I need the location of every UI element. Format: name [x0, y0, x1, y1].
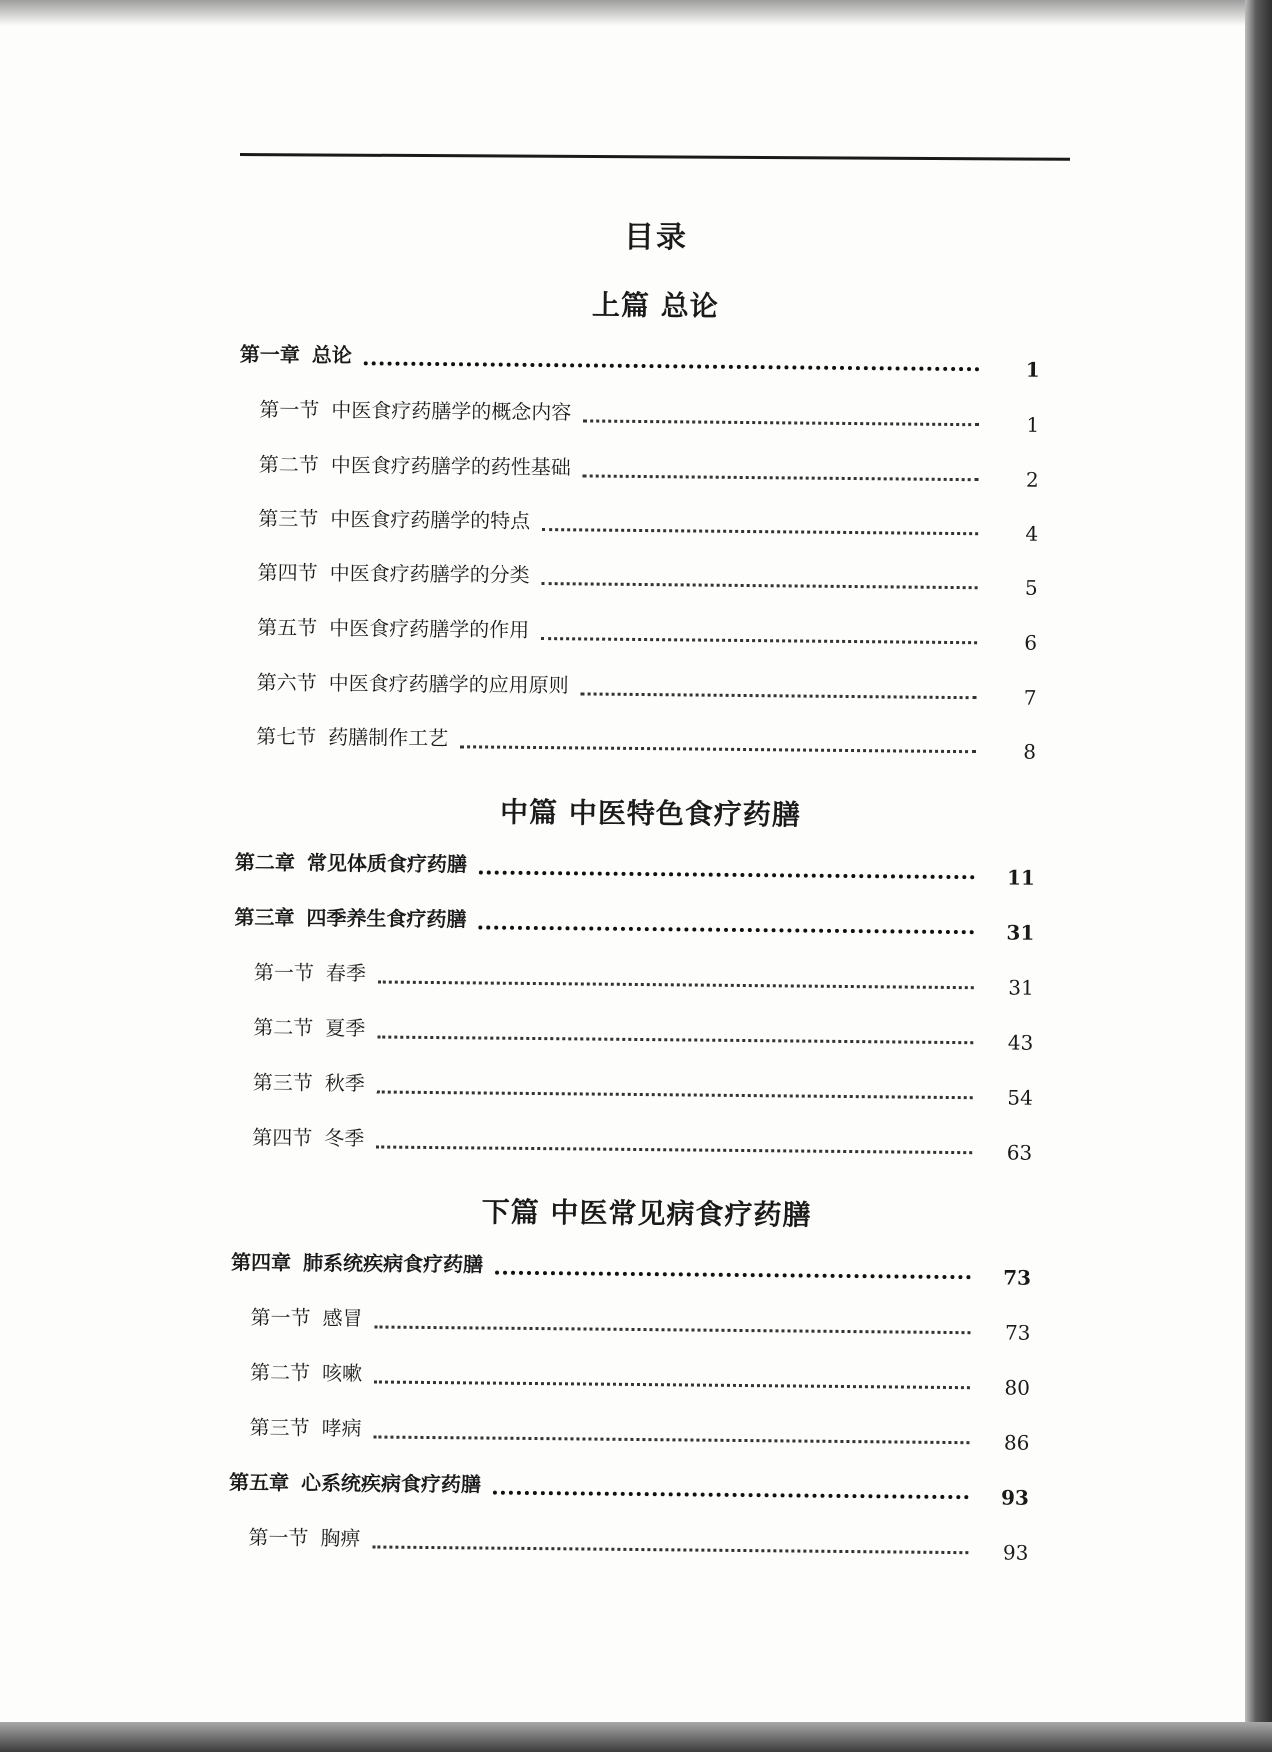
entry-number: 第五节: [257, 615, 318, 640]
entry-title: 中医食疗药膳学的药性基础: [330, 453, 571, 480]
toc-entry-chapter[interactable]: [234, 901, 1035, 945]
toc-entry-chapter[interactable]: [234, 846, 1035, 890]
entry-title: 中医食疗药膳学的分类: [329, 561, 530, 587]
entry-title: 胸痹: [320, 1525, 361, 1551]
entry-number: 第二节: [249, 1360, 311, 1385]
part-title: 中篇 中医特色食疗药膳: [499, 795, 801, 832]
entry-page-number: 7: [1023, 685, 1037, 710]
entry-title: 中医食疗药膳学的应用原则: [328, 671, 569, 698]
entry-number: 第二节: [253, 1015, 314, 1040]
toc-entry-section[interactable]: [248, 1521, 1029, 1565]
toc-entry-section[interactable]: [249, 1356, 1031, 1400]
dot-leader: [542, 582, 978, 589]
entry-page-number: 43: [1007, 1030, 1034, 1055]
toc-entry-section[interactable]: [256, 666, 1037, 710]
entry-page-number: 63: [1006, 1140, 1033, 1165]
entry-title: 心系统疾病食疗药膳: [300, 1470, 482, 1497]
toc-entry-section[interactable]: [256, 720, 1037, 764]
entry-page-number: 5: [1024, 575, 1038, 600]
toc-entry-chapter[interactable]: [228, 1466, 1030, 1510]
entry-title: 常见体质食疗药膳: [306, 850, 468, 877]
toc-entry-section[interactable]: [252, 1121, 1033, 1165]
dot-leader: [378, 980, 974, 989]
entry-number: 第三节: [249, 1415, 310, 1440]
toc-entry-section[interactable]: [259, 393, 1040, 437]
entry-page-number: 93: [1002, 1540, 1029, 1565]
entry-page-number: 4: [1025, 521, 1039, 546]
entry-page-number: 80: [1004, 1375, 1031, 1400]
part-title: 下篇 中医常见病食疗药膳: [481, 1195, 812, 1232]
entry-page-number: 93: [1000, 1485, 1030, 1510]
entry-title: 春季: [325, 960, 367, 986]
entry-number: 第一章: [239, 342, 300, 367]
entry-page-number: 2: [1025, 467, 1039, 492]
dot-leader: [583, 419, 979, 426]
dot-leader: [542, 528, 978, 535]
entry-title: 秋季: [324, 1070, 365, 1096]
entry-title: 咳嗽: [321, 1360, 363, 1386]
dot-leader: [583, 474, 979, 481]
entry-title: 夏季: [325, 1015, 366, 1041]
entry-title: 四季养生食疗药膳: [306, 905, 467, 932]
entry-title: 总论: [311, 342, 352, 368]
scan-edge-right: [1245, 0, 1272, 1752]
entry-number: 第七节: [256, 724, 317, 749]
part-title: 上篇 总论: [591, 288, 719, 323]
toc-entry-chapter[interactable]: [239, 338, 1040, 382]
dot-leader: [373, 1435, 969, 1444]
entry-number: 第三节: [252, 1070, 313, 1095]
dot-leader: [372, 1545, 968, 1554]
toc-title: 目录: [623, 219, 689, 256]
entry-title: 中医食疗药膳学的概念内容: [331, 398, 572, 425]
entry-page-number: 8: [1023, 739, 1037, 764]
entry-page-number: 73: [1004, 1320, 1031, 1345]
entry-number: 第六节: [256, 670, 317, 695]
entry-page-number: 11: [1006, 865, 1035, 890]
toc-entry-section[interactable]: [258, 502, 1039, 546]
dot-leader: [374, 1380, 970, 1389]
dot-leader: [376, 1145, 972, 1154]
entry-number: 第五章: [228, 1470, 290, 1495]
dot-leader: [495, 1271, 971, 1280]
dot-leader: [460, 745, 976, 753]
entry-number: 第三章: [234, 905, 295, 930]
entry-page-number: 86: [1003, 1430, 1030, 1455]
toc-entry-section[interactable]: [257, 556, 1038, 600]
scan-edge-bottom: [0, 1722, 1272, 1752]
dot-leader: [374, 1325, 970, 1334]
entry-number: 第一节: [259, 397, 320, 422]
entry-number: 第二节: [258, 452, 319, 477]
toc-entry-section[interactable]: [257, 611, 1038, 655]
entry-title: 哮病: [321, 1415, 362, 1441]
entry-number: 第三节: [258, 506, 319, 531]
entry-page-number: 1: [1026, 412, 1040, 437]
entry-title: 肺系统疾病食疗药膳: [303, 1250, 484, 1277]
toc-entry-section[interactable]: [253, 956, 1034, 1000]
entry-number: 第一节: [253, 960, 315, 985]
entry-number: 第四节: [252, 1125, 313, 1150]
entry-number: 第一节: [248, 1525, 309, 1550]
dot-leader: [493, 1491, 969, 1500]
toc-entry-section[interactable]: [250, 1301, 1031, 1345]
entry-number: 第二章: [234, 850, 296, 875]
toc-entry-section[interactable]: [249, 1411, 1030, 1455]
entry-number: 第四节: [257, 560, 318, 585]
entry-title: 药膳制作工艺: [328, 725, 449, 751]
entry-page-number: 1: [1025, 357, 1040, 382]
entry-page-number: 31: [1006, 920, 1035, 945]
dot-leader: [377, 1090, 973, 1099]
toc-entry-chapter[interactable]: [231, 1246, 1032, 1290]
entry-number: 第一节: [250, 1305, 311, 1330]
entry-title: 冬季: [324, 1125, 365, 1151]
toc-entry-section[interactable]: [258, 448, 1039, 492]
entry-page-number: 31: [1008, 975, 1034, 1000]
entry-page-number: 73: [1003, 1265, 1032, 1290]
entry-title: 感冒: [322, 1305, 363, 1331]
entry-title: 中医食疗药膳学的作用: [329, 616, 530, 642]
dot-leader: [581, 692, 977, 699]
dot-leader: [364, 361, 980, 371]
entry-number: 第四章: [231, 1250, 292, 1275]
toc-entry-section[interactable]: [253, 1011, 1034, 1055]
entry-page-number: 54: [1007, 1085, 1033, 1110]
entry-page-number: 6: [1024, 630, 1038, 655]
toc-entry-section[interactable]: [252, 1066, 1033, 1110]
dot-leader: [478, 925, 974, 934]
entry-title: 中医食疗药膳学的特点: [330, 507, 531, 533]
dot-leader: [377, 1035, 973, 1044]
dot-leader: [479, 870, 975, 879]
dot-leader: [541, 637, 977, 644]
